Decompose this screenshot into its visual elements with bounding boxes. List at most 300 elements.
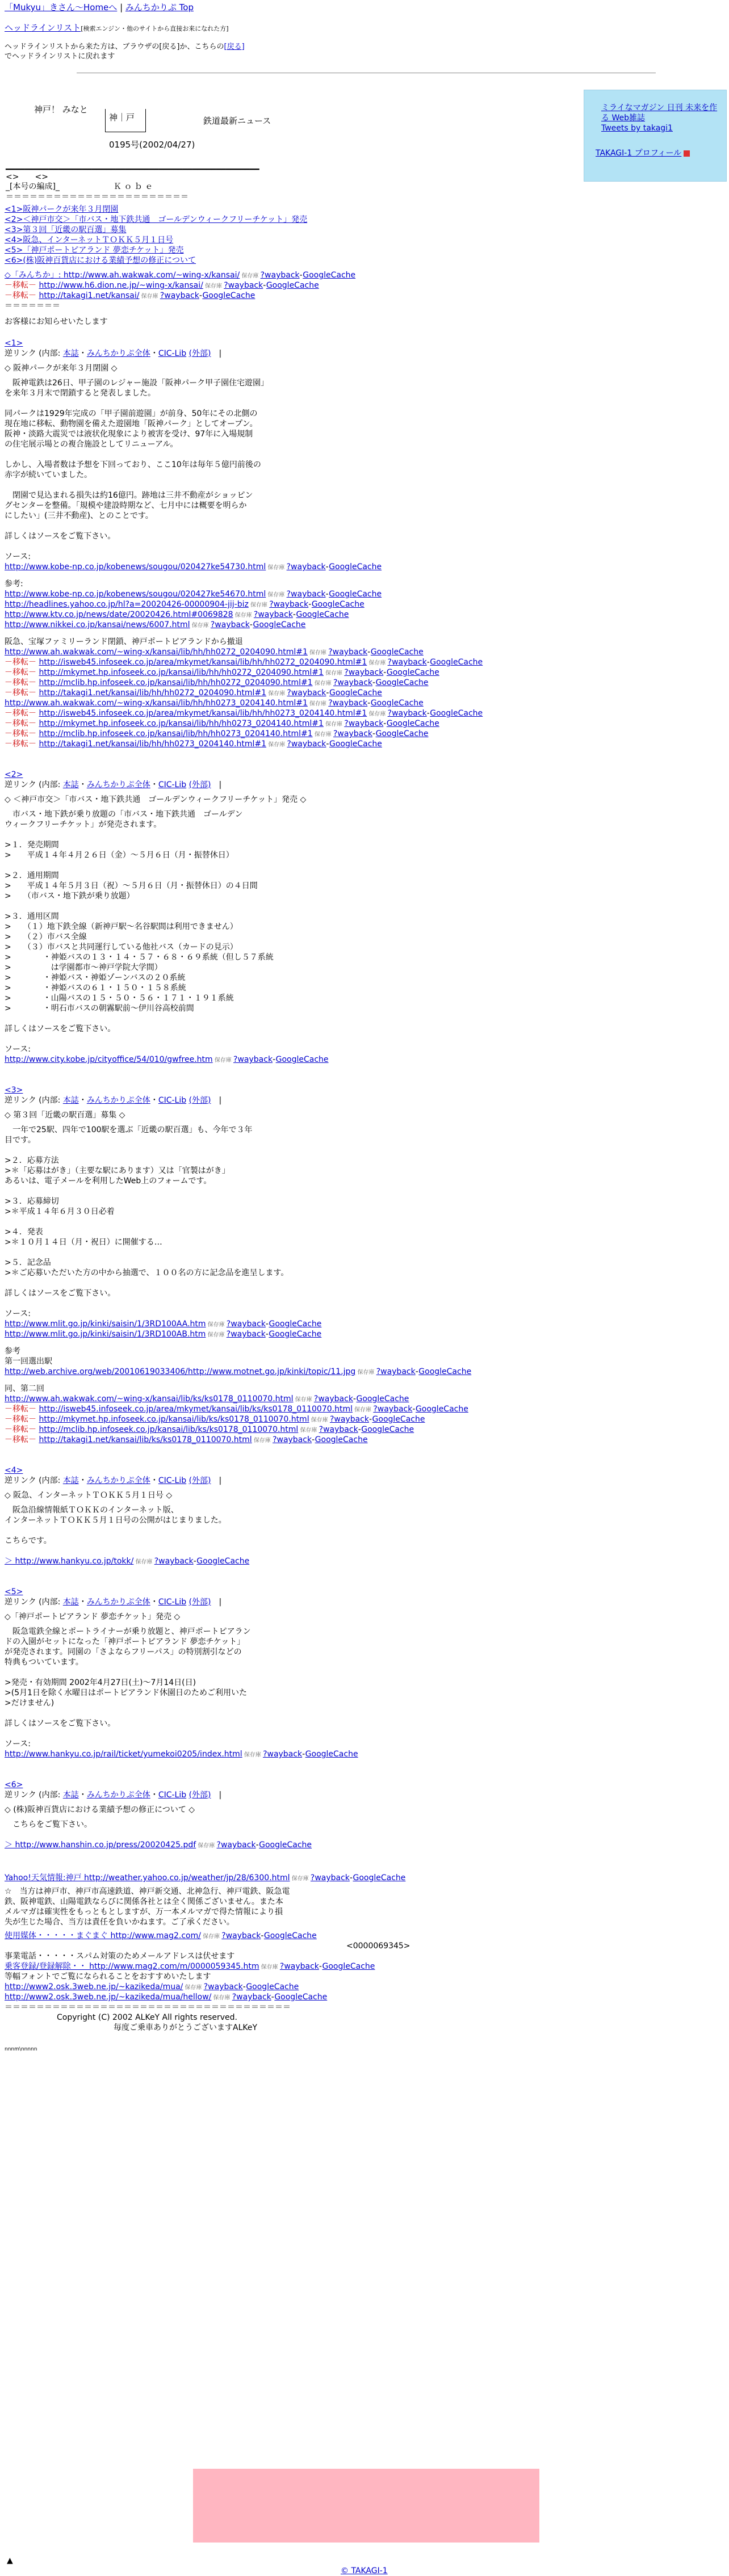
article-anchor-3[interactable]: <3> [5,1086,23,1095]
nav-outside-link[interactable]: (外部) [188,1096,211,1105]
url-link[interactable]: http://takagi1.net/kansai/lib/ks/ks0178_0110070.html [39,1435,252,1444]
wayback-link[interactable]: ?wayback [224,281,263,290]
wayback-link[interactable]: ?wayback [226,1330,266,1339]
wayback-link[interactable]: ?wayback [226,1319,266,1329]
wayback-link[interactable]: ?wayback [319,1425,358,1434]
ref-sub: 第一回選出駅 [5,1357,52,1366]
disclaimer-text: メルマガは確実性をもっともとしますが、万一本メルマガで得た情報により損 [5,1907,283,1917]
article-title: ◇ 阪急、インターネットＴＯＫＫ５月１日号 ◇ [5,1491,173,1500]
article-text: 赤字が続いていました。 [5,470,92,480]
nav-honbun-link[interactable]: 本誌 [62,1791,79,1800]
article-anchor-5[interactable]: <5> [5,1587,23,1596]
back-link[interactable]: [戻る] [224,43,245,51]
nav-outside-link[interactable]: (外部) [188,349,211,358]
url-link[interactable]: http://isweb45.infoseek.co.jp/area/mkymet/kansai/lib/hh/hh0273_0204140.html#1 [39,709,367,718]
stars-line: ＝＝＝＝＝＝＝ [5,301,60,310]
reverse-link-nav: 逆リンク (内部: 本誌・みんちかりぷ全体・CIC-Lib (外部) | [5,1476,222,1485]
reverse-link-nav: 逆リンク (内部: 本誌・みんちかりぷ全体・CIC-Lib (外部) | [5,780,222,789]
archive-icon: 保存庫 [190,623,211,629]
toc-item-1[interactable]: <1>阪神パークが来年３月閉園 [5,205,119,214]
article-text: >発売・有効期間 2002年4月27日(土)～7月14日(日) [5,1678,196,1687]
wayback-link[interactable]: ?wayback [232,1993,271,2002]
nav-honbun-link[interactable]: 本誌 [62,1476,79,1485]
nav-cic-link[interactable]: CIC-Lib [158,1476,187,1485]
url-link[interactable]: http://mclib.hp.infoseek.co.jp/kansai/lib/ks/ks0178_0110070.html [39,1425,299,1434]
masthead-box: 神｜戸 [109,112,135,123]
wayback-link[interactable]: ?wayback [210,620,250,629]
nav-cic-link[interactable]: CIC-Lib [158,780,187,789]
masthead-left: 神戸！ みなと [34,104,88,115]
googlecache-link[interactable]: GoogleCache [329,562,382,571]
url-link[interactable]: http://takagi1.net/kansai/lib/hh/hh0273_0204140.html#1 [39,739,267,749]
googlecache-link[interactable]: GoogleCache [303,271,356,280]
nav-honbun-link[interactable]: 本誌 [62,349,79,358]
archive-icon: 保存庫 [133,1559,154,1565]
article-text: 阪神電鉄は26日、甲子園のレジャー施設「阪神パーク甲子園住宅遊園」 [5,379,269,388]
googlecache-link[interactable]: GoogleCache [375,729,429,738]
wayback-link[interactable]: ?wayback [333,729,373,738]
ref-link: －移転－ http://takagi1.net/kansai/lib/ks/ks0178_0110070.html 保存庫 ?wayback-GoogleCache [5,1435,368,1444]
article-text: > （１）地下鉄全線（新神戸駅～名谷駅間は利用できません） [5,922,238,931]
googlecache-link[interactable]: GoogleCache [361,1425,414,1434]
wayback-link[interactable]: ?wayback [154,1557,194,1566]
googlecache-link[interactable]: GoogleCache [311,600,364,609]
nav-outside-link[interactable]: (外部) [188,1598,211,1607]
toc-item-3[interactable] [5,225,126,235]
toc-item-1[interactable] [5,204,118,215]
article-text: 詳しくはソースをご覧下さい。 [5,1289,116,1298]
archive-icon: 保存庫 [323,670,345,676]
nav-outside-link[interactable]: (外部) [188,780,211,789]
url-link[interactable]: http://mkymet.hp.infoseek.co.jp/kansai/lib/hh/hh0273_0204140.html#1 [39,719,324,728]
nav-honbun-link[interactable]: 本誌 [62,1096,79,1105]
archive-icon: 保存庫 [242,1752,263,1758]
url-link[interactable]: http://mkymet.hp.infoseek.co.jp/kansai/lib/ks/ks0178_0110070.html [39,1415,309,1424]
archive-icon: 保存庫 [206,1332,227,1338]
article-text: ソース: [5,1045,31,1054]
article-text: こちらです。 [5,1536,52,1545]
url-link[interactable]: 乗客登録/登録解除・・ http://www.mag2.com/m/0000059345.htm [5,1962,259,1971]
url-link[interactable]: ◇「みんちか」: http://www.ah.wakwak.com/~wing-x/kansai/ [5,271,240,280]
moved-label: －移転－ [5,1405,39,1414]
googlecache-link[interactable]: GoogleCache [322,1962,375,1971]
article-anchor-4[interactable] [5,1465,23,1476]
url-link[interactable]: http://www.h6.dion.ne.jp/~wing-x/kansai/ [39,281,203,290]
url-link[interactable]: http://www.kobe-np.co.jp/kobenews/sougou/020427ke54730.html [5,562,266,571]
googlecache-link[interactable]: GoogleCache [253,620,306,629]
profile-link[interactable]: TAKAGI-1 プロフィール [596,149,682,158]
article-text: を来年３月末で閉鎖すると発表しました。 [5,389,156,398]
googlecache-link[interactable]: GoogleCache [415,1405,468,1414]
article-text: >(5月1日を除く水曜日はポートピアランド休園日のためご利用いた [5,1688,248,1697]
googlecache-link[interactable]: GoogleCache [275,1055,329,1064]
reverse-link-nav: 逆リンク (内部: 本誌・みんちかりぷ全体・CIC-Lib (外部) | [5,1096,222,1105]
ref-label: 参考: [5,579,23,589]
nav-all-link[interactable]: みんちかりぷ全体 [86,780,150,789]
masthead-right: 鉄道最新ニュース [203,116,271,126]
toc-item-2[interactable] [5,215,307,225]
wayback-link[interactable]: ?wayback [286,562,326,571]
archive-icon: 保存庫 [266,592,287,598]
moved-label: －移転－ [5,1435,39,1444]
archive-icon: 保存庫 [312,732,333,738]
article-text: > 平成１４年５月３日（祝）～５月６日（月・振替休日）の４日間 [5,881,258,890]
archive-icon: 保存庫 [352,1407,374,1413]
url-link[interactable]: http://www.mlit.go.jp/kinki/saisin/1/3RD100AA.htm [5,1319,206,1329]
archive-icon: 保存庫 [323,721,345,728]
archive-icon: 保存庫 [367,660,388,666]
article-text: 閉園で見込まれる損失は約16億円。跡地は三井不動産がショッピン [5,491,253,500]
external-icon [684,150,690,157]
url-link[interactable]: http://mclib.hp.infoseek.co.jp/kansai/lib/hh/hh0272_0204090.html#1 [39,678,313,687]
article-title: ◇ ＜神戸市交＞「市バス・地下鉄共通 ゴールデンウィークフリーチケット」発売 ◇ [5,795,307,804]
wayback-link[interactable]: ?wayback [387,658,427,667]
googlecache-link[interactable]: GoogleCache [370,648,424,657]
archive-icon: 保存庫 [298,1427,319,1434]
usage-id: <0000069345> [346,1942,410,1951]
toc-item-6[interactable] [5,255,196,266]
related-link: －移転－ http://isweb45.infoseek.co.jp/area/mkymet/kansai/lib/hh/hh0272_0204090.html#1 保存庫 ?wayback-GoogleCache [5,658,483,667]
related-link: －移転－ http://takagi1.net/kansai/lib/hh/hh0273_0204140.html#1 保存庫 ?wayback-GoogleCache [5,739,382,749]
googlecache-link[interactable]: GoogleCache [370,699,424,708]
archive-icon: 保存庫 [355,1369,376,1376]
article-text: インターネットＴＯＫＫ５月１日号の公開がはじまりました。 [5,1516,227,1525]
source-link: http://www.mlit.go.jp/kinki/saisin/1/3RD100AB.htm 保存庫 ?wayback-GoogleCache [5,1330,322,1339]
article-text: > ・神姫バスの６１・１５０・１５８系統 [5,984,186,993]
ref-link: http://www.ktv.co.jp/news/date/20020426.html#0069828 保存庫 ?wayback-GoogleCache [5,610,349,619]
article-text: しかし、入場者数は予想を下回っており、ここ10年は毎年５億円前後の [5,460,261,469]
wayback-link[interactable]: ?wayback [233,1055,273,1064]
nav-all-link[interactable]: みんちかりぷ全体 [86,349,150,358]
url-link[interactable]: ＞ http://www.hanshin.co.jp/press/20020425.pdf [5,1840,196,1850]
article-text: > ・神姫バス・神姫ゾーンバスの２０系統 [5,973,186,982]
article-anchor-3[interactable] [5,1085,23,1095]
wayback-link[interactable]: ?wayback [329,1415,369,1424]
article-text: にしたい」(三井不動産)、とのことです。 [5,511,153,520]
article-anchor-5[interactable] [5,1587,23,1597]
archive-icon: 保存庫 [252,1438,273,1444]
nav-all-link[interactable]: みんちかりぷ全体 [86,1096,150,1105]
ref-sub: 同、第二回 [5,1384,44,1393]
url-link[interactable]: Yahoo!天気情報:神戸 http://weather.yahoo.co.jp/weather/jp/28/6300.html [5,1873,290,1882]
article-text: > ・明石市バスの朝霧駅前～伊川谷高校前間 [5,1004,194,1013]
source-link: ＞ http://www.hankyu.co.jp/tokk/ 保存庫 ?wayback-GoogleCache [5,1557,250,1566]
article-text: > （３）市バスと共同運行している他社バス（カードの見示） [5,943,238,952]
wayback-link[interactable]: ?wayback [253,610,293,619]
googlecache-link[interactable]: GoogleCache [329,739,382,749]
url-link[interactable]: http://mclib.hp.infoseek.co.jp/kansai/lib/hh/hh0273_0204140.html#1 [39,729,313,738]
article-text: 阪急沿線情報紙ＴＯＫＫのインターネット版、 [5,1506,179,1515]
archive-icon: 保存庫 [183,1985,204,1991]
wayback-link[interactable]: ?wayback [160,291,199,300]
wayback-link[interactable]: ?wayback [216,1840,256,1850]
wayback-link[interactable]: ?wayback [328,648,368,657]
wayback-link[interactable]: ?wayback [203,1982,243,1991]
article-text: グセンターを整備。「規模や建設時期など、七月中には概要を明らか [5,501,247,510]
site-link-moved: －移転－ http://takagi1.net/kansai/ 保存庫 ?wayback-GoogleCache [5,291,255,300]
article-text: 詳しくはソースをご覧下さい。 [5,1719,116,1728]
googlecache-link[interactable]: GoogleCache [386,668,439,677]
intro-text: お客様にお知らせいたします [5,317,108,326]
wayback-link[interactable]: ?wayback [310,1873,350,1882]
toc-item-4[interactable]: <4>阪急、インターネットＴＯＫＫ５月１日号 [5,236,174,245]
disclaimer-text: 失が生じた場合、当方は責任を負いかねます。ご了承ください。 [5,1918,234,1927]
related-label: 阪急、宝塚ファミリーランド閉鎖、神戸ポートピアランドから撤退 [5,637,243,646]
googlecache-link[interactable]: GoogleCache [329,688,382,697]
article-text: 一年で25駅、四年で100駅を選ぶ「近畿の駅百選」も、今年で３年 [5,1125,253,1134]
article-text: ソース: [5,1739,31,1749]
moved-label: －移転－ [5,729,39,738]
article-text: 市バス・地下鉄が乗り放題の「市バス・地下鉄共通 ゴールデン [5,810,243,819]
edition-label: _[本号の編成]_ [6,182,60,191]
googlecache-link[interactable]: GoogleCache [386,719,439,728]
reverse-link-nav: 逆リンク (内部: 本誌・みんちかりぷ全体・CIC-Lib (外部) | [5,349,222,358]
wayback-link[interactable]: ?wayback [328,699,368,708]
wayback-link[interactable]: ?wayback [263,1750,303,1759]
ref-link: http://headlines.yahoo.co.jp/hl?a=20020426-00000904-jij-biz 保存庫 ?wayback-GoogleCache [5,600,364,609]
nav-outside-link[interactable]: (外部) [188,1476,211,1485]
back-note [5,42,245,61]
archive-icon: 保存庫 [266,742,287,748]
article-text: > （市バス・地下鉄が乗り放題） [5,892,135,901]
wayback-link[interactable]: ?wayback [313,1394,353,1403]
article-text: の住宅展示場との複合施設としてリニューアル。 [5,440,178,449]
moved-label: －移転－ [5,281,39,290]
moved-label: －移転－ [5,688,39,697]
moved-label: －移転－ [5,709,39,718]
crumb-separator: | [117,2,125,12]
article-text: >３．応募締切 [5,1197,59,1206]
nav-cic-link[interactable]: CIC-Lib [158,1598,187,1607]
ref-link: http://www.nikkei.co.jp/kansai/news/6007.html 保存庫 ?wayback-GoogleCache [5,620,306,629]
related-link: http://www.ah.wakwak.com/~wing-x/kansai/lib/hh/hh0273_0204140.html#1 保存庫 ?wayback-GoogleCache [5,699,424,708]
headline-list-link[interactable]: ヘッドラインリスト [5,23,81,33]
googlecache-link[interactable]: GoogleCache [430,658,483,667]
ad-banner[interactable] [193,2469,539,2543]
toc-item-5[interactable] [5,245,184,255]
article-text: 同パークは1929年完成の「甲子園前遊園」が前身、50年にその北側の [5,409,258,418]
googlecache-link[interactable]: GoogleCache [266,281,319,290]
url-link[interactable]: http://www.ah.wakwak.com/~wing-x/kansai/lib/hh/hh0273_0204140.html#1 [5,699,308,708]
nav-cic-link[interactable]: CIC-Lib [158,1791,187,1800]
wayback-link[interactable]: ?wayback [221,1931,261,1940]
toc-item-6[interactable]: <6>(株)阪神百貨店における業績予想の修正について [5,256,196,265]
googlecache-link[interactable]: GoogleCache [196,1557,250,1566]
googlecache-link[interactable]: GoogleCache [430,709,483,718]
nav-honbun-link[interactable]: 本誌 [62,780,79,789]
googlecache-link[interactable]: GoogleCache [305,1750,358,1759]
moved-label: －移転－ [5,719,39,728]
magazine-link[interactable]: ミライなマガジン 日刊 未来を作る Web雑誌 [601,103,718,123]
googlecache-link[interactable]: GoogleCache [269,1319,322,1329]
related-link: －移転－ http://mclib.hp.infoseek.co.jp/kansai/lib/hh/hh0273_0204140.html#1 保存庫 ?wayback-GoogleCache [5,729,429,738]
related-link: －移転－ http://mkymet.hp.infoseek.co.jp/kansai/lib/hh/hh0273_0204140.html#1 保存庫 ?wayback-GoogleCache [5,719,439,728]
stars-rule: ＝＝＝＝＝＝＝＝＝＝＝＝＝＝＝＝＝＝＝＝＝＝＝ [6,192,188,201]
moved-label: －移転－ [5,668,39,677]
url-link[interactable]: http://www.ah.wakwak.com/~wing-x/kansai/lib/ks/ks0178_0110070.html [5,1394,294,1403]
googlecache-link[interactable]: GoogleCache [372,1415,425,1424]
article-anchor-1[interactable]: <1> [5,339,23,348]
archive-icon: 保存庫 [206,1322,227,1328]
back-issue-link: http://www2.osk.3web.ne.jp/~kazikeda/mua/hellow/ 保存庫 ?wayback-GoogleCache [5,1993,328,2002]
url-link[interactable]: http://www.ah.wakwak.com/~wing-x/kansai/lib/hh/hh0272_0204090.html#1 [5,648,308,657]
googlecache-link[interactable]: GoogleCache [263,1931,317,1940]
moved-label: －移転－ [5,1415,39,1424]
nav-all-link[interactable]: みんちかりぷ全体 [86,1476,150,1485]
source-link: http://www.hankyu.co.jp/rail/ticket/yumekoi0205/index.html 保存庫 ?wayback-GoogleCache [5,1750,358,1759]
wayback-link[interactable]: ?wayback [287,739,326,749]
article-text: >＊ご応募いただいた方の中から抽選で、１００名の方に記念品を進呈します。 [5,1268,289,1278]
article-text: ドの入園がセットになった「神戸ポートピアランド 夢恋チケット」 [5,1637,245,1646]
wayback-link[interactable]: ?wayback [373,1405,413,1414]
article-text: あるいは、電子メールを利用したWeb上のフォームです。 [5,1176,212,1186]
ref-link: http://www.kobe-np.co.jp/kobenews/sougou/020427ke54670.html 保存庫 ?wayback-GoogleCache [5,590,382,599]
moved-label: －移転－ [5,739,39,749]
ref-label: 参考 [5,1347,20,1356]
article-text: > （２）市バス全線 [5,932,87,942]
nav-honbun-link[interactable]: 本誌 [62,1598,79,1607]
googlecache-link[interactable]: GoogleCache [274,1993,328,2002]
url-link[interactable]: http://www.nikkei.co.jp/kansai/news/6007.html [5,620,190,629]
googlecache-link[interactable]: GoogleCache [353,1873,406,1882]
nav-outside-link[interactable]: (外部) [188,1791,211,1800]
article-title: ◇ (株)阪神百貨店における業績予想の修正について ◇ [5,1805,195,1814]
article-text: >２．応募方法 [5,1156,59,1165]
toc-item-3[interactable]: <3>第３回「近畿の駅百選」募集 [5,225,127,234]
breadcrumb [5,1,194,13]
kobe-label: Ｋ ｏ ｂ ｅ [114,182,153,191]
wayback-link[interactable]: ?wayback [344,719,384,728]
url-link[interactable]: http://www2.osk.3web.ne.jp/~kazikeda/mua/ [5,1982,183,1991]
url-link[interactable]: http://www2.osk.3web.ne.jp/~kazikeda/mua/hellow/ [5,1993,212,2002]
url-link[interactable]: http://www.city.kobe.jp/cityoffice/54/010/gwfree.htm [5,1055,213,1064]
url-link[interactable]: http://mkymet.hp.infoseek.co.jp/kansai/lib/hh/hh0272_0204090.html#1 [39,668,324,677]
archive-icon: 保存庫 [203,283,224,289]
disclaimer-text: ☆ 当方は神戸市、神戸市高速鉄道、神戸新交通、北神急行、神戸電鉄、阪急電 [5,1887,290,1896]
article-text: ウィークフリーチケット」が発売されます。 [5,820,162,829]
related-link: http://www.ah.wakwak.com/~wing-x/kansai/lib/hh/hh0272_0204090.html#1 保存庫 ?wayback-GoogleCache [5,648,424,657]
archive-icon: 保存庫 [212,1057,234,1064]
url-link[interactable]: http://web.archive.org/web/20010619033406/http://www.motnet.go.jp/kinki/topic/11.jpg [5,1367,356,1376]
wayback-link[interactable]: ?wayback [333,678,373,687]
sidebar-ad [584,90,727,182]
article-anchor-6[interactable] [5,1780,23,1790]
wayback-link[interactable]: ?wayback [279,1962,319,1971]
url-link[interactable]: http://www.ktv.co.jp/news/date/20020426.html#0069828 [5,610,233,619]
article-title: ◇ 第３回「近畿の駅百選」募集 ◇ [5,1111,125,1120]
googlecache-link[interactable]: GoogleCache [375,678,429,687]
toc-item-5[interactable]: <5>「神戸ポートピアランド 夢恋チケット」発売 [5,246,184,255]
archive-icon: 保存庫 [293,1397,314,1403]
toc-item-4[interactable] [5,235,173,245]
url-link[interactable]: 使用媒体・・・・・まぐまぐ http://www.mag2.com/ [5,1931,201,1940]
article-anchor-4[interactable]: <4> [5,1466,23,1475]
article-text: こちらをご覧下さい。 [5,1820,92,1829]
site-link: ◇「みんちか」: http://www.ah.wakwak.com/~wing-x/kansai/ 保存庫 ?wayback-GoogleCache [5,271,356,280]
url-link[interactable]: http://takagi1.net/kansai/ [39,291,140,300]
tweets-link[interactable]: Tweets by takagi1 [601,124,673,133]
nav-all-link[interactable]: みんちかりぷ全体 [86,1791,150,1800]
article-text: >だけません) [5,1699,55,1708]
wayback-link[interactable]: ?wayback [387,709,427,718]
source-link: http://www.mlit.go.jp/kinki/saisin/1/3RD100AA.htm 保存庫 ?wayback-GoogleCache [5,1319,322,1329]
article-text: ソース: [5,552,31,561]
nav-cic-link[interactable]: CIC-Lib [158,349,187,358]
googlecache-link[interactable]: GoogleCache [269,1330,322,1339]
article-text: 詳しくはソースをご覧下さい。 [5,1024,116,1033]
url-link[interactable]: http://www.hankyu.co.jp/rail/ticket/yumekoi0205/index.html [5,1750,242,1759]
usage-link: 使用媒体・・・・・まぐまぐ http://www.mag2.com/ 保存庫 ?wayback-GoogleCache [5,1931,317,1940]
wayback-link[interactable]: ?wayback [344,668,384,677]
url-link[interactable]: http://www.mlit.go.jp/kinki/saisin/1/3RD100AB.htm [5,1330,206,1339]
googlecache-link[interactable]: GoogleCache [356,1394,409,1403]
archive-icon: 保存庫 [240,273,261,279]
toc-item-2[interactable]: <2>＜神戸市交＞「市バス・地下鉄共通 ゴールデンウィークフリーチケット」発売 [5,215,308,224]
googlecache-link[interactable]: GoogleCache [315,1435,368,1444]
article-anchor-2[interactable]: <2> [5,770,23,779]
back-issue-link: http://www2.osk.3web.ne.jp/~kazikeda/mua/ 保存庫 ?wayback-GoogleCache [5,1982,299,1991]
article-text: >４．発表 [5,1228,43,1237]
url-link[interactable]: http://headlines.yahoo.co.jp/hl?a=20020426-00000904-jij-biz [5,600,249,609]
archive-icon: 保存庫 [200,1934,222,1940]
url-link[interactable]: ＞ http://www.hankyu.co.jp/tokk/ [5,1557,134,1566]
reverse-link-nav: 逆リンク (内部: 本誌・みんちかりぷ全体・CIC-Lib (外部) | [5,1791,222,1800]
wayback-link[interactable]: ?wayback [273,1435,312,1444]
related-link: －移転－ http://mkymet.hp.infoseek.co.jp/kansai/lib/hh/hh0272_0204090.html#1 保存庫 ?wayback-GoogleCache [5,668,439,677]
wayback-link[interactable]: ?wayback [376,1367,416,1376]
ref-link: －移転－ http://mkymet.hp.infoseek.co.jp/kansai/lib/ks/ks0178_0110070.html 保存庫 ?wayback-GoogleCache [5,1415,425,1424]
footer-link[interactable]: © TAKAGI-1 [341,2566,388,2575]
moved-label: －移転－ [5,678,39,687]
googlecache-link[interactable]: GoogleCache [259,1840,312,1850]
article-text: >＊「応募はがき」（主要な駅にあります）又は「官製はがき」 [5,1166,230,1175]
googlecache-link[interactable]: GoogleCache [296,610,349,619]
wayback-link[interactable]: ?wayback [269,600,309,609]
wayback-link[interactable]: ?wayback [287,688,326,697]
googlecache-link[interactable]: GoogleCache [329,590,382,599]
article-anchor-2[interactable] [5,770,23,780]
url-link[interactable]: http://takagi1.net/kansai/lib/hh/hh0272_0204090.html#1 [39,688,267,697]
headline-header [5,22,229,33]
home-link[interactable]: 「Mukyu」きさん〜Homeへ [5,2,118,12]
mirror-top-link[interactable]: みんちかりぷ Top [125,2,194,12]
article-title: ◇「神戸ポートピアランド 夢恋チケット」発売 ◇ [5,1612,181,1621]
article-text: 特典もついています。 [5,1658,83,1667]
article-text: >１．発売期間 [5,841,59,850]
url-link[interactable]: http://isweb45.infoseek.co.jp/area/mkymet/kansai/lib/ks/ks0178_0110070.html [39,1405,353,1414]
ref-link: http://web.archive.org/web/20010619033406/http://www.motnet.go.jp/kinki/topic/11.jpg 保存庫 ?wayback-GoogleCache [5,1367,472,1376]
googlecache-link[interactable]: GoogleCache [246,1982,299,1991]
moved-label: －移転－ [5,1425,39,1434]
url-link[interactable]: http://www.kobe-np.co.jp/kobenews/sougou/020427ke54670.html [5,590,266,599]
article-text: 阪神・淡路大震災では液状化現象により被害を受け、97年に入場規制 [5,430,253,439]
article-text: が発売されます。同園の「さよならフリーパス」の特別割引などの [5,1648,242,1657]
wayback-link[interactable]: ?wayback [260,271,300,280]
wayback-link[interactable]: ?wayback [286,590,326,599]
nav-all-link[interactable]: みんちかりぷ全体 [86,1598,150,1607]
url-link[interactable]: http://isweb45.infoseek.co.jp/area/mkymet/kansai/lib/hh/hh0272_0204090.html#1 [39,658,367,667]
article-text: 現在地に移転、動物園を備えた遊園地「阪神パーク」としてオープン。 [5,419,258,428]
counter-text: nnnm\nnnnn [5,2046,37,2052]
googlecache-link[interactable]: GoogleCache [202,291,255,300]
article-anchor-1[interactable] [5,338,23,348]
back-to-top-icon[interactable]: ▲ [7,2556,13,2565]
googlecache-link[interactable]: GoogleCache [418,1367,472,1376]
article-title: ◇ 阪神パークが来年３月閉園 ◇ [5,364,118,373]
article-anchor-6[interactable]: <6> [5,1780,23,1789]
article-text: > は学園都市～神戸学院大学間） [5,963,162,972]
nav-cic-link[interactable]: CIC-Lib [158,1096,187,1105]
